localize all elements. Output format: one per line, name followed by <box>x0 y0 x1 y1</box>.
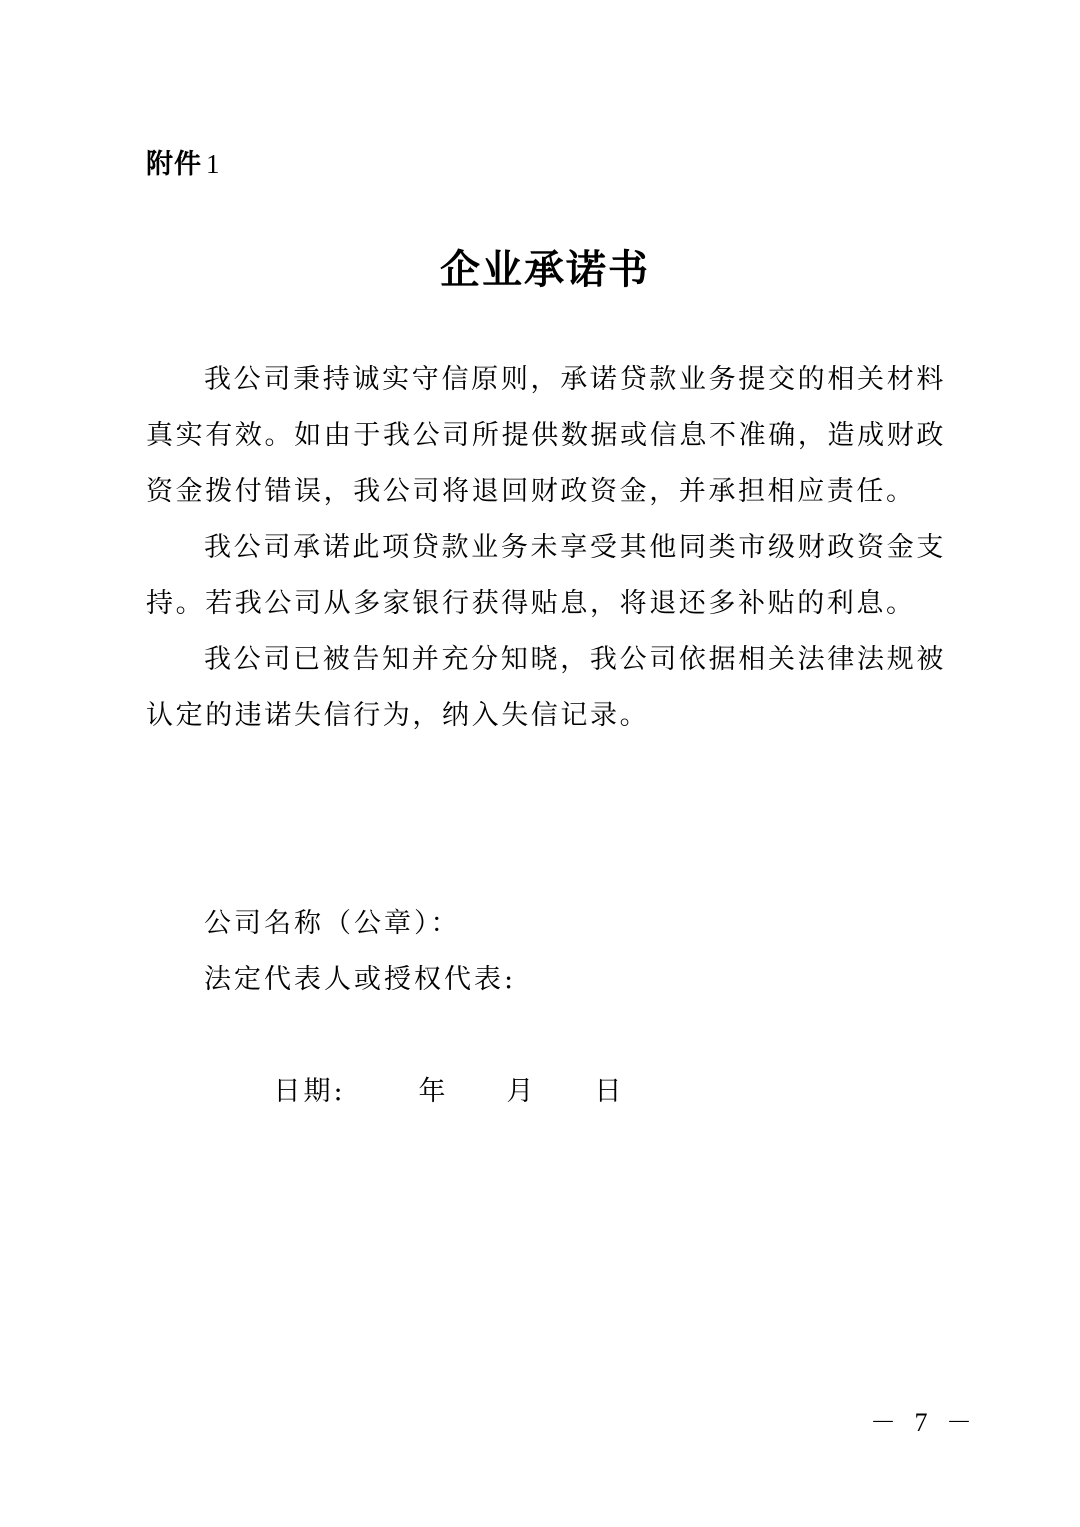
company-name-line: 公司名称（公章）： <box>204 908 461 939</box>
attachment-text: 附件 <box>146 149 202 180</box>
date-line <box>204 1008 625 1176</box>
signature-block <box>204 896 625 1176</box>
paragraph-2: 我公司承诺此项贷款业务未享受其他同类市级财政资金支持。若我公司从多家银行获得贴息，将退还多补贴的利息。 <box>146 532 946 619</box>
document-body <box>146 352 946 744</box>
page-number: － 7 － <box>870 1408 979 1437</box>
paragraph-3: 我公司已被告知并充分知晓，我公司依据相关法律法规被认定的违诺失信行为，纳入失信记录。 <box>146 644 946 731</box>
month-label: 月 <box>506 1076 537 1107</box>
day-label: 日 <box>594 1076 625 1107</box>
date-label: 日期: <box>273 1076 346 1107</box>
year-label: 年 <box>418 1076 449 1107</box>
paragraph-1: 我公司秉持诚实守信原则，承诺贷款业务提交的相关材料真实有效。如由于我公司所提供数据或信息不准确，造成财政资金拨付错误，我公司将退回财政资金，并承担相应责任。 <box>146 364 946 507</box>
document-title: 企业承诺书 <box>440 247 650 293</box>
representative-line: 法定代表人或授权代表: <box>204 964 517 995</box>
attachment-label <box>146 142 221 181</box>
attachment-number: 1 <box>206 149 221 179</box>
